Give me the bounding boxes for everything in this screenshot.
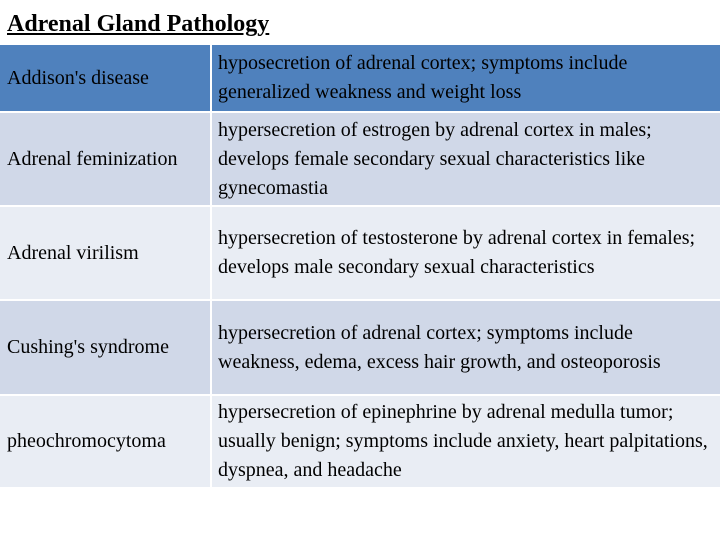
term-cell: Cushing's syndrome: [0, 301, 212, 394]
page-title: Adrenal Gland Pathology: [7, 11, 270, 37]
term-cell: Adrenal feminization: [0, 113, 212, 205]
table-row: [0, 45, 720, 113]
table-row: [0, 207, 720, 301]
pathology-table: [0, 45, 720, 487]
description-cell: hyposecretion of adrenal cortex; symptoms include generalized weakness and weight loss: [212, 45, 720, 111]
table-row: [0, 301, 720, 396]
description-cell: hypersecretion of estrogen by adrenal cortex in males; develops female secondary sexual characteristics like gynecomastia: [212, 113, 720, 205]
term-cell: Addison's disease: [0, 45, 212, 111]
description-cell: hypersecretion of testosterone by adrenal cortex in females; develops male secondary sexual characteristics: [212, 207, 720, 299]
table-row: [0, 396, 720, 487]
description-cell: hypersecretion of adrenal cortex; symptoms include weakness, edema, excess hair growth, and osteoporosis: [212, 301, 720, 394]
description-cell: hypersecretion of epinephrine by adrenal medulla tumor; usually benign; symptoms include anxiety, heart palpitations, dyspnea, and headache: [212, 396, 720, 487]
table-row: [0, 113, 720, 207]
term-cell: Adrenal virilism: [0, 207, 212, 299]
term-cell: pheochromocytoma: [0, 396, 212, 487]
